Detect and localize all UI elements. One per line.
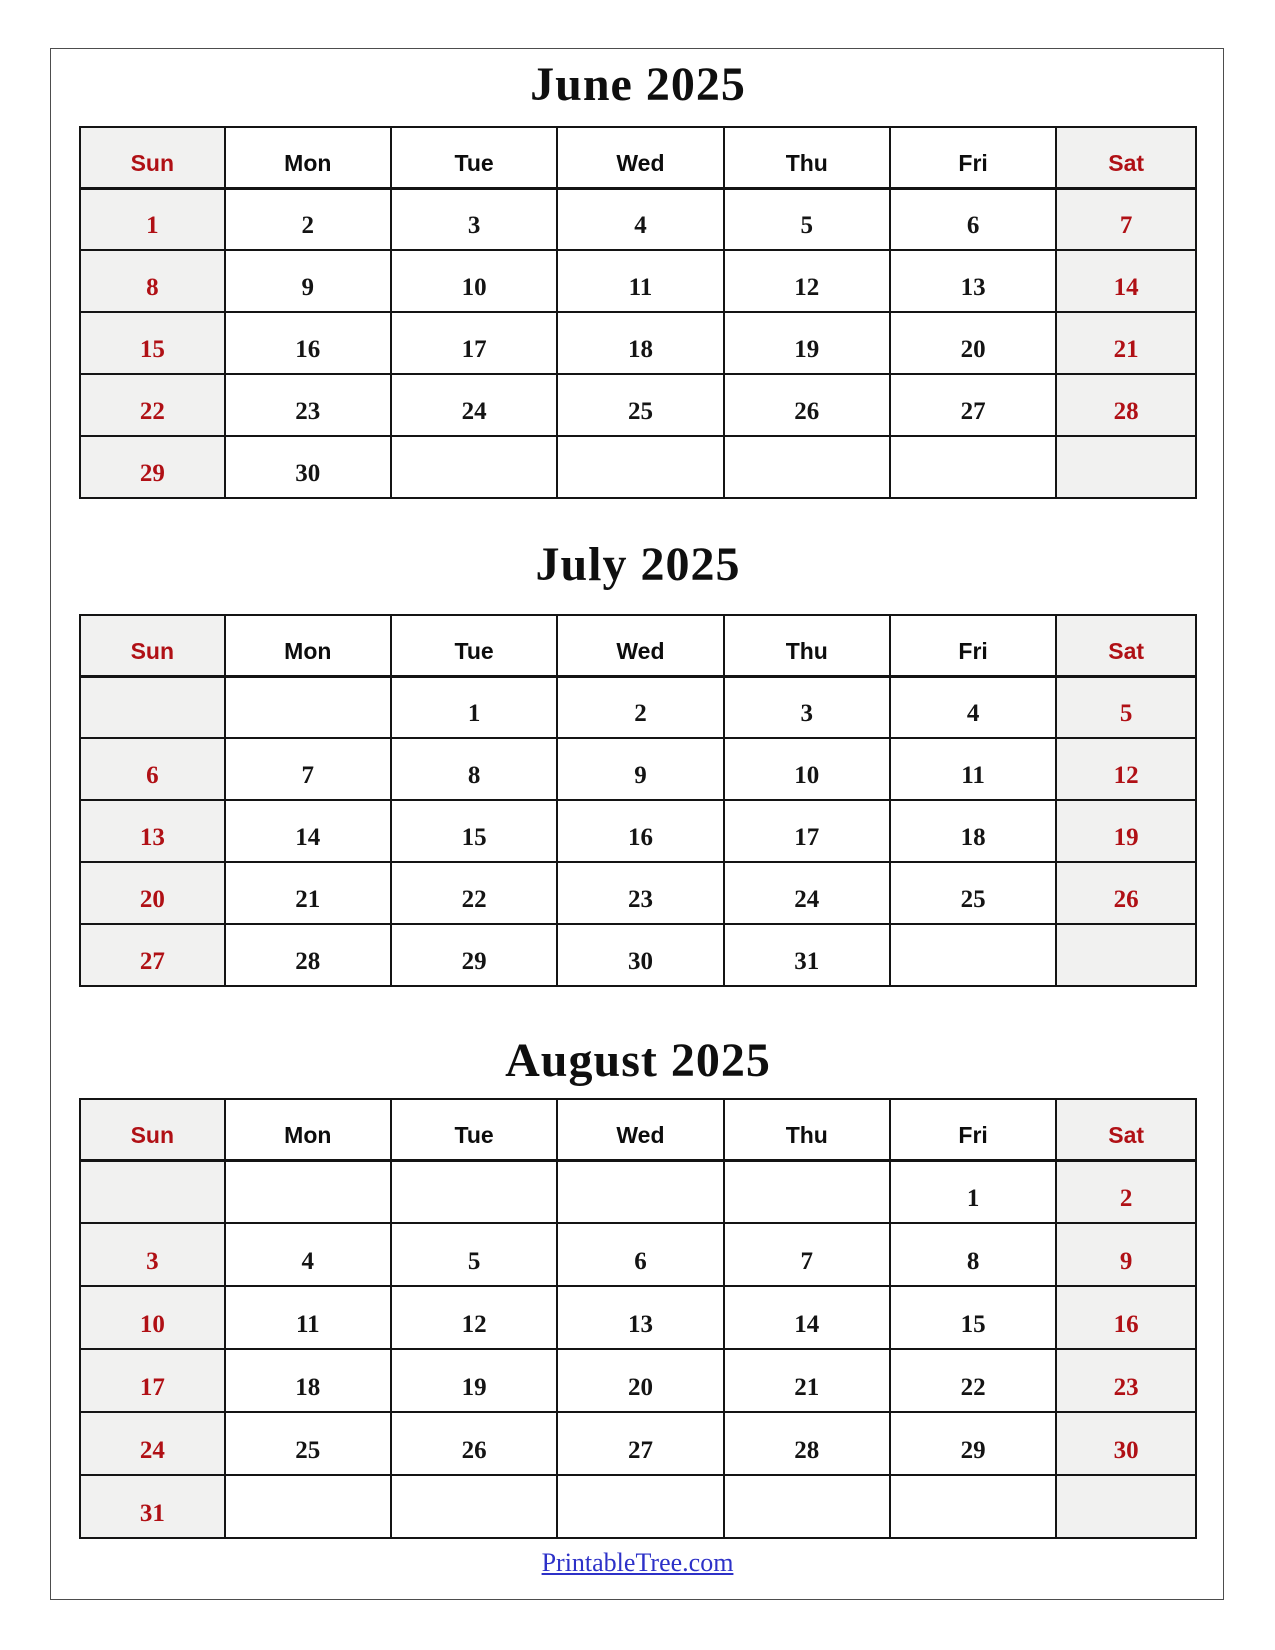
weekday-header-sun: Sun — [80, 1099, 225, 1160]
day-cell-1: 1 — [80, 188, 225, 250]
day-cell-16: 16 — [557, 800, 723, 862]
day-cell-12: 12 — [724, 250, 890, 312]
day-cell-10: 10 — [80, 1286, 225, 1349]
day-cell-13: 13 — [80, 800, 225, 862]
weekday-header-sun: Sun — [80, 615, 225, 676]
empty-day-cell — [225, 676, 391, 738]
empty-day-cell — [1056, 1475, 1196, 1538]
day-cell-13: 13 — [557, 1286, 723, 1349]
day-cell-27: 27 — [890, 374, 1056, 436]
day-cell-27: 27 — [80, 924, 225, 986]
day-cell-6: 6 — [557, 1223, 723, 1286]
calendar-grid-june — [79, 126, 1197, 499]
day-cell-17: 17 — [724, 800, 890, 862]
day-cell-8: 8 — [890, 1223, 1056, 1286]
day-cell-9: 9 — [1056, 1223, 1196, 1286]
day-cell-17: 17 — [391, 312, 557, 374]
weekday-header-wed: Wed — [557, 615, 723, 676]
weekday-header-sun: Sun — [80, 127, 225, 188]
day-cell-6: 6 — [890, 188, 1056, 250]
day-cell-4: 4 — [225, 1223, 391, 1286]
day-cell-7: 7 — [1056, 188, 1196, 250]
day-cell-24: 24 — [80, 1412, 225, 1475]
day-cell-8: 8 — [80, 250, 225, 312]
weekday-header-fri: Fri — [890, 127, 1056, 188]
empty-day-cell — [225, 1475, 391, 1538]
week-row — [80, 1412, 1196, 1475]
week-row — [80, 1286, 1196, 1349]
weekday-header-tue: Tue — [391, 1099, 557, 1160]
day-cell-2: 2 — [225, 188, 391, 250]
day-cell-23: 23 — [225, 374, 391, 436]
day-cell-20: 20 — [890, 312, 1056, 374]
weekday-header-mon: Mon — [225, 127, 391, 188]
day-cell-15: 15 — [391, 800, 557, 862]
day-cell-7: 7 — [724, 1223, 890, 1286]
day-cell-22: 22 — [80, 374, 225, 436]
week-row — [80, 1223, 1196, 1286]
week-row — [80, 188, 1196, 250]
empty-day-cell — [391, 1475, 557, 1538]
footer-link[interactable]: PrintableTree.com — [541, 1548, 734, 1577]
calendar-grid-august — [79, 1098, 1197, 1539]
weekday-header-thu: Thu — [724, 127, 890, 188]
empty-day-cell — [557, 1160, 723, 1223]
week-row — [80, 250, 1196, 312]
weekday-header-row — [80, 615, 1196, 676]
calendar-grid-july — [79, 614, 1197, 987]
day-cell-5: 5 — [724, 188, 890, 250]
day-cell-15: 15 — [890, 1286, 1056, 1349]
day-cell-25: 25 — [890, 862, 1056, 924]
day-cell-12: 12 — [1056, 738, 1196, 800]
day-cell-19: 19 — [391, 1349, 557, 1412]
day-cell-1: 1 — [391, 676, 557, 738]
day-cell-20: 20 — [80, 862, 225, 924]
empty-day-cell — [724, 1475, 890, 1538]
day-cell-11: 11 — [225, 1286, 391, 1349]
day-cell-30: 30 — [557, 924, 723, 986]
day-cell-24: 24 — [724, 862, 890, 924]
week-row — [80, 800, 1196, 862]
day-cell-20: 20 — [557, 1349, 723, 1412]
day-cell-4: 4 — [557, 188, 723, 250]
day-cell-14: 14 — [724, 1286, 890, 1349]
day-cell-28: 28 — [724, 1412, 890, 1475]
day-cell-9: 9 — [557, 738, 723, 800]
day-cell-4: 4 — [890, 676, 1056, 738]
day-cell-30: 30 — [225, 436, 391, 498]
empty-day-cell — [724, 436, 890, 498]
week-row — [80, 1349, 1196, 1412]
day-cell-8: 8 — [391, 738, 557, 800]
day-cell-18: 18 — [890, 800, 1056, 862]
week-row — [80, 738, 1196, 800]
calendar-body-july — [80, 676, 1196, 986]
weekday-header-fri: Fri — [890, 615, 1056, 676]
day-cell-26: 26 — [724, 374, 890, 436]
empty-day-cell — [890, 1475, 1056, 1538]
day-cell-3: 3 — [80, 1223, 225, 1286]
week-row — [80, 676, 1196, 738]
day-cell-23: 23 — [557, 862, 723, 924]
weekday-header-sat: Sat — [1056, 1099, 1196, 1160]
day-cell-13: 13 — [890, 250, 1056, 312]
day-cell-1: 1 — [890, 1160, 1056, 1223]
weekday-header-thu: Thu — [724, 615, 890, 676]
weekday-header-row — [80, 127, 1196, 188]
month-title-june: June 2025 — [530, 58, 746, 111]
day-cell-11: 11 — [557, 250, 723, 312]
calendar-body-august — [80, 1160, 1196, 1538]
weekday-header-fri: Fri — [890, 1099, 1056, 1160]
day-cell-31: 31 — [80, 1475, 225, 1538]
day-cell-19: 19 — [1056, 800, 1196, 862]
weekday-header-sat: Sat — [1056, 127, 1196, 188]
day-cell-10: 10 — [724, 738, 890, 800]
day-cell-19: 19 — [724, 312, 890, 374]
day-cell-3: 3 — [391, 188, 557, 250]
month-title-july: July 2025 — [535, 538, 741, 591]
month-title-august: August 2025 — [505, 1034, 771, 1087]
empty-day-cell — [80, 676, 225, 738]
empty-day-cell — [724, 1160, 890, 1223]
week-row — [80, 1160, 1196, 1223]
day-cell-28: 28 — [1056, 374, 1196, 436]
day-cell-7: 7 — [225, 738, 391, 800]
weekday-header-thu: Thu — [724, 1099, 890, 1160]
empty-day-cell — [1056, 924, 1196, 986]
day-cell-26: 26 — [391, 1412, 557, 1475]
weekday-header-tue: Tue — [391, 127, 557, 188]
day-cell-3: 3 — [724, 676, 890, 738]
week-row — [80, 312, 1196, 374]
week-row — [80, 1475, 1196, 1538]
empty-day-cell — [890, 924, 1056, 986]
month-section-june — [79, 48, 1197, 499]
day-cell-16: 16 — [225, 312, 391, 374]
day-cell-25: 25 — [225, 1412, 391, 1475]
weekday-header-tue: Tue — [391, 615, 557, 676]
day-cell-5: 5 — [1056, 676, 1196, 738]
day-cell-6: 6 — [80, 738, 225, 800]
day-cell-16: 16 — [1056, 1286, 1196, 1349]
day-cell-24: 24 — [391, 374, 557, 436]
day-cell-30: 30 — [1056, 1412, 1196, 1475]
weekday-header-sat: Sat — [1056, 615, 1196, 676]
empty-day-cell — [391, 1160, 557, 1223]
week-row — [80, 374, 1196, 436]
day-cell-2: 2 — [1056, 1160, 1196, 1223]
day-cell-25: 25 — [557, 374, 723, 436]
day-cell-10: 10 — [391, 250, 557, 312]
day-cell-29: 29 — [80, 436, 225, 498]
calendar-body-june — [80, 188, 1196, 498]
day-cell-22: 22 — [391, 862, 557, 924]
empty-day-cell — [890, 436, 1056, 498]
empty-day-cell — [225, 1160, 391, 1223]
week-row — [80, 924, 1196, 986]
day-cell-21: 21 — [724, 1349, 890, 1412]
day-cell-22: 22 — [890, 1349, 1056, 1412]
day-cell-21: 21 — [1056, 312, 1196, 374]
day-cell-12: 12 — [391, 1286, 557, 1349]
day-cell-29: 29 — [391, 924, 557, 986]
month-section-july — [79, 500, 1197, 987]
weekday-header-mon: Mon — [225, 615, 391, 676]
weekday-header-wed: Wed — [557, 1099, 723, 1160]
day-cell-9: 9 — [225, 250, 391, 312]
week-row — [80, 436, 1196, 498]
day-cell-2: 2 — [557, 676, 723, 738]
day-cell-21: 21 — [225, 862, 391, 924]
day-cell-14: 14 — [225, 800, 391, 862]
day-cell-18: 18 — [557, 312, 723, 374]
day-cell-29: 29 — [890, 1412, 1056, 1475]
day-cell-26: 26 — [1056, 862, 1196, 924]
empty-day-cell — [557, 436, 723, 498]
day-cell-28: 28 — [225, 924, 391, 986]
day-cell-31: 31 — [724, 924, 890, 986]
weekday-header-wed: Wed — [557, 127, 723, 188]
day-cell-27: 27 — [557, 1412, 723, 1475]
day-cell-17: 17 — [80, 1349, 225, 1412]
day-cell-18: 18 — [225, 1349, 391, 1412]
empty-day-cell — [1056, 436, 1196, 498]
footer — [0, 1548, 1275, 1578]
weekday-header-row — [80, 1099, 1196, 1160]
empty-day-cell — [557, 1475, 723, 1538]
day-cell-15: 15 — [80, 312, 225, 374]
day-cell-11: 11 — [890, 738, 1056, 800]
empty-day-cell — [391, 436, 557, 498]
weekday-header-mon: Mon — [225, 1099, 391, 1160]
week-row — [80, 862, 1196, 924]
day-cell-5: 5 — [391, 1223, 557, 1286]
empty-day-cell — [80, 1160, 225, 1223]
day-cell-14: 14 — [1056, 250, 1196, 312]
day-cell-23: 23 — [1056, 1349, 1196, 1412]
month-section-august — [79, 985, 1197, 1539]
